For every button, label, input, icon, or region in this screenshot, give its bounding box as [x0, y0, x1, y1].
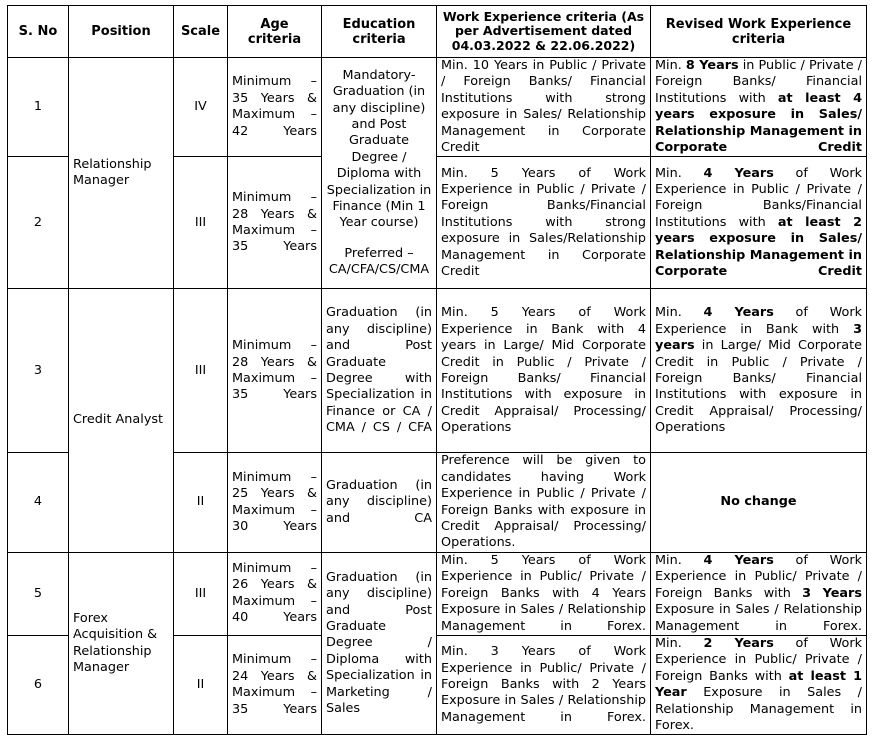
row-5-sno: 5 — [8, 552, 69, 635]
education-mandatory: Mandatory- Graduation (in any discipline) and Post Graduate Degree / Diploma with Specialization in Finance (Min 1 Year course) — [326, 67, 432, 231]
table-row — [8, 552, 867, 635]
row-4-scale: II — [174, 453, 228, 552]
row-1-age: Minimum – 35 Years & Maximum – 42 Years — [228, 58, 322, 157]
header-age: Age criteria — [228, 6, 322, 58]
education-forex: Graduation (in any discipline) and Post Graduate Degree / Diploma with Specialization in Marketing / Sales — [322, 552, 437, 734]
row-4-revised: No change — [651, 453, 867, 552]
education-relationship-manager — [322, 58, 437, 289]
row-3-revised: Min. 4 Years of Work Experience in Bank with 3 years in Large/ Mid Corporate Credit in Public / Private / Foreign Banks/ Financial Institutions with exposure in Credit Appraisal/ Processing/ Operations — [651, 289, 867, 453]
eligibility-table — [7, 5, 867, 735]
position-credit-analyst: Credit Analyst — [69, 289, 174, 552]
row-5-revised: Min. 4 Years of Work Experience in Public/ Private / Foreign Banks with 3 Years Exposure in Sales / Relationship Management in Forex. — [651, 552, 867, 635]
row-3-scale: III — [174, 289, 228, 453]
header-scale: Scale — [174, 6, 228, 58]
row-6-scale: II — [174, 635, 228, 734]
row-3-age: Minimum – 28 Years & Maximum – 35 Years — [228, 289, 322, 453]
row-2-age: Minimum – 28 Years & Maximum – 35 Years — [228, 157, 322, 289]
header-experience: Work Experience criteria (As per Advertisement dated 04.03.2022 & 22.06.2022) — [437, 6, 651, 58]
row-1-revised: Min. 8 Years in Public / Private / Foreign Banks/ Financial Institutions with at least 4 years exposure in Sales/ Relationship Management in Corporate Credit — [651, 58, 867, 157]
row-2-experience: Min. 5 Years of Work Experience in Public / Private / Foreign Banks/Financial Institutions with strong exposure in Sales/Relationship Management in Corporate Credit — [437, 157, 651, 289]
row-2-sno: 2 — [8, 157, 69, 289]
row-5-age: Minimum – 26 Years & Maximum – 40 Years — [228, 552, 322, 635]
header-position: Position — [69, 6, 174, 58]
row-6-revised: Min. 2 Years of Work Experience in Public/ Private / Foreign Banks with at least 1 Year Exposure in Sales / Relationship Management in Forex. — [651, 635, 867, 734]
header-education: Education criteria — [322, 6, 437, 58]
row-1-sno: 1 — [8, 58, 69, 157]
row-1-scale: IV — [174, 58, 228, 157]
table-row — [8, 289, 867, 453]
table-row — [8, 58, 867, 157]
education-preferred: Preferred – CA/CFA/CS/CMA — [328, 245, 430, 278]
row-3-sno: 3 — [8, 289, 69, 453]
row-4-age: Minimum – 25 Years & Maximum – 30 Years — [228, 453, 322, 552]
header-revised: Revised Work Experience criteria — [651, 6, 867, 58]
row-4-experience: Preference will be given to candidates having Work Experience in Public / Private / Foreign Banks with exposure in Credit Appraisal/ Processing/ Operations. — [437, 453, 651, 552]
row-6-sno: 6 — [8, 635, 69, 734]
row-5-experience: Min. 5 Years of Work Experience in Public/ Private / Foreign Banks with 4 Years Exposure in Sales / Relationship Management in Forex. — [437, 552, 651, 635]
row-5-scale: III — [174, 552, 228, 635]
row-2-scale: III — [174, 157, 228, 289]
row-6-age: Minimum – 24 Years & Maximum – 35 Years — [228, 635, 322, 734]
row-1-experience: Min. 10 Years in Public / Private / Foreign Banks/ Financial Institutions with strong exposure in Sales/ Relationship Management in Corporate Credit — [437, 58, 651, 157]
row-2-revised: Min. 4 Years of Work Experience in Public / Private / Foreign Banks/Financial Institutions with at least 2 years exposure in Sales/ Relationship Management in Corporate Credit — [651, 157, 867, 289]
row-4-education: Graduation (in any discipline) and CA — [322, 453, 437, 552]
header-row — [8, 6, 867, 58]
row-3-education: Graduation (in any discipline) and Post Graduate Degree with Specialization in Finance or CA / CMA / CS / CFA — [322, 289, 437, 453]
row-4-sno: 4 — [8, 453, 69, 552]
position-forex-manager: Forex Acquisition & Relationship Manager — [69, 552, 174, 734]
header-sno: S. No — [8, 6, 69, 58]
position-relationship-manager: Relationship Manager — [69, 58, 174, 289]
row-3-experience: Min. 5 Years of Work Experience in Bank with 4 years in Large/ Mid Corporate Credit in Public / Private / Foreign Banks/ Financial Institutions with exposure in Credit Appraisal/ Processing/ Operations — [437, 289, 651, 453]
row-6-experience: Min. 3 Years of Work Experience in Public/ Private / Foreign Banks with 2 Years Exposure in Sales / Relationship Management in Forex. — [437, 635, 651, 734]
